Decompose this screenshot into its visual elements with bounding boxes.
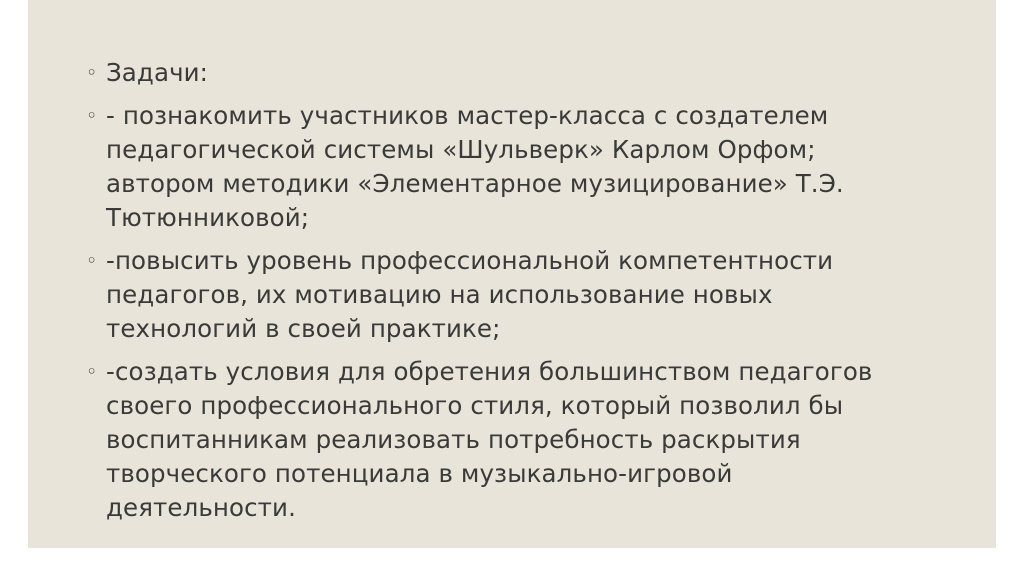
list-item [86, 99, 896, 235]
slide-right-margin [996, 0, 1024, 576]
list-item-text: - познакомить участников мастер-класса с создателем педагогической системы «Шульверк» Карлом Орфом; автором методики «Элементарное музицирование» Т.Э. Тютюнниковой; [106, 101, 852, 232]
slide-left-margin [0, 0, 28, 576]
list-item [86, 244, 896, 346]
list-item [86, 56, 896, 90]
list-item [86, 355, 896, 525]
list-item-text: Задачи: [106, 58, 209, 87]
bullet-circle-icon: ◦ [86, 62, 98, 84]
slide-body [86, 56, 896, 534]
bullet-circle-icon: ◦ [86, 250, 98, 272]
bullet-circle-icon: ◦ [86, 361, 98, 383]
slide-bottom-margin [0, 548, 1024, 576]
bullet-circle-icon: ◦ [86, 105, 98, 127]
list-item-text: -повысить уровень профессиональной компетентности педагогов, их мотивацию на использование новых технологий в своей практике; [106, 246, 842, 343]
list-item-text: -создать условия для обретения большинством педагогов своего профессионального стиля, который позволил бы воспитанникам реализовать потребность раскрытия творческого потенциала в музыкально-игровой деятельности. [106, 357, 881, 522]
